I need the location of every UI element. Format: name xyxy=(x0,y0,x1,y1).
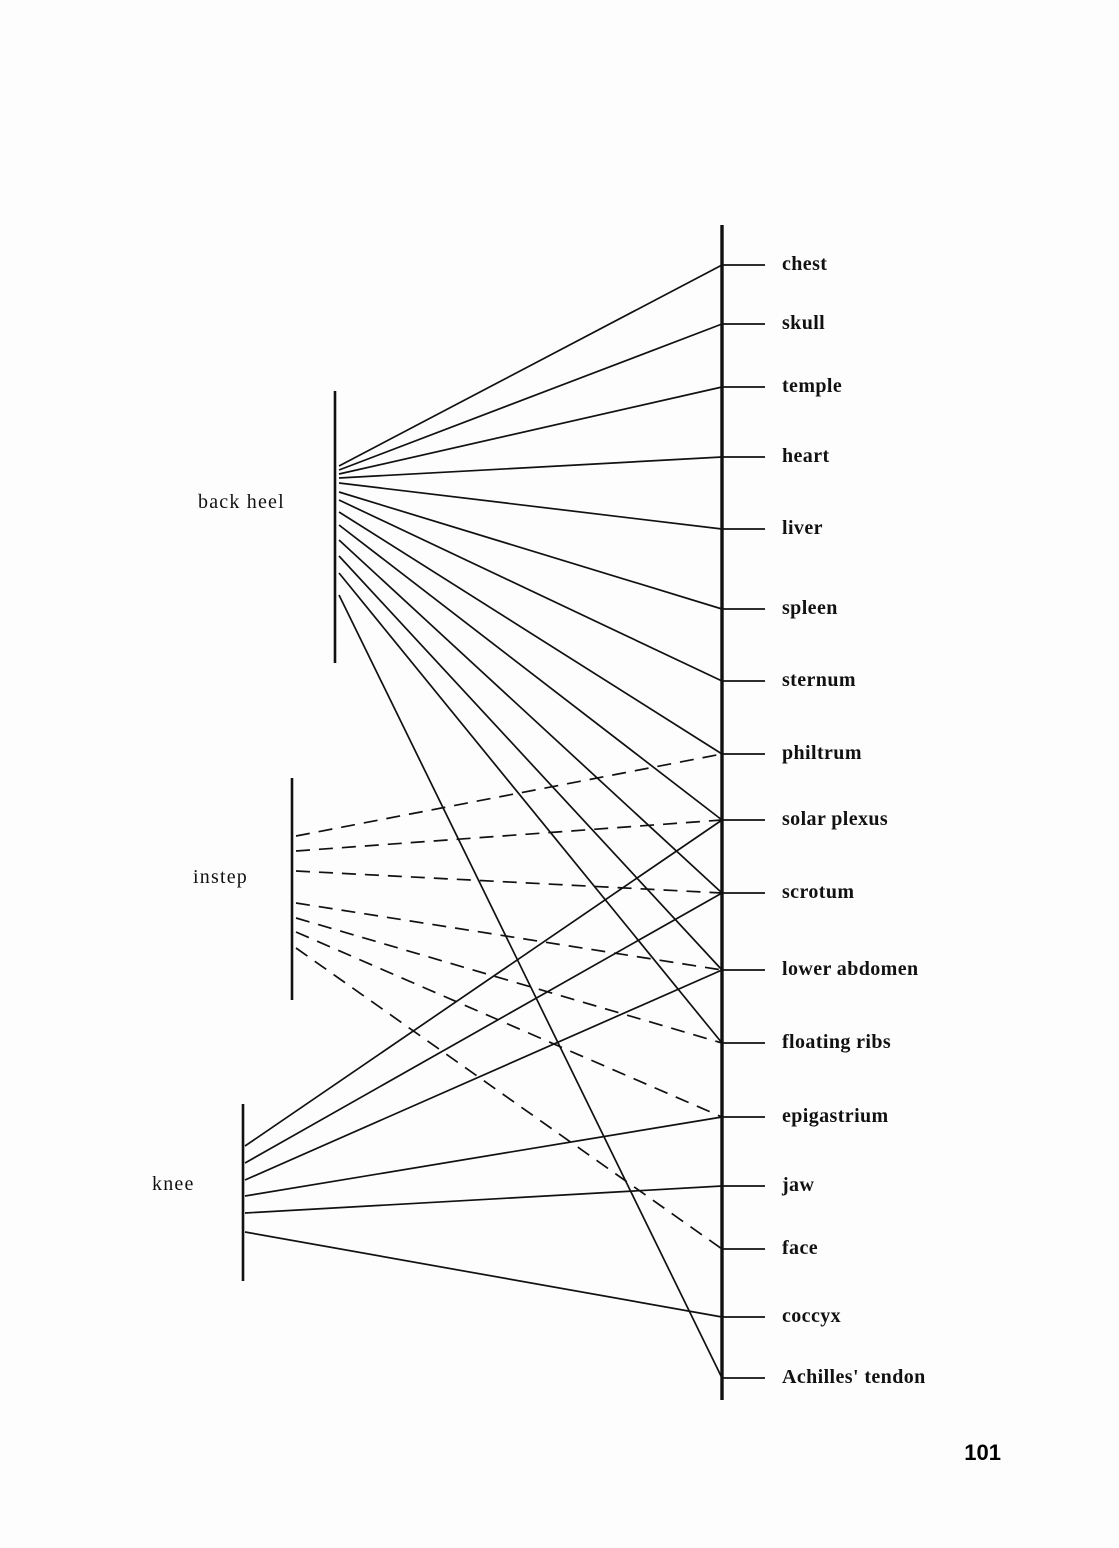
target-ticks xyxy=(722,265,765,1378)
target-label-skull: skull xyxy=(782,312,826,334)
connection-instep-to-solar-plexus xyxy=(296,820,722,851)
connection-instep-to-philtrum xyxy=(296,754,722,836)
target-label-sternum: sternum xyxy=(782,669,856,691)
connection-knee-to-lower-abdomen xyxy=(245,970,722,1180)
page-number: 101 xyxy=(964,1440,1001,1465)
target-label-chest: chest xyxy=(782,253,828,275)
connection-knee-to-scrotum xyxy=(245,893,722,1163)
source-label-instep: instep xyxy=(193,866,248,888)
connection-knee-to-epigastrium xyxy=(245,1117,722,1196)
source-label-knee: knee xyxy=(152,1173,195,1195)
connection-back-heel-to-skull xyxy=(339,324,722,470)
target-label-solar-plexus: solar plexus xyxy=(782,808,889,830)
connection-knee-to-solar-plexus xyxy=(245,820,722,1146)
connection-back-heel-to-liver xyxy=(339,483,722,529)
target-label-spleen: spleen xyxy=(782,597,838,619)
connection-back-heel-to-solar-plexus xyxy=(339,525,722,820)
target-label-lower-abdomen: lower abdomen xyxy=(782,958,919,980)
target-label-coccyx: coccyx xyxy=(782,1305,842,1327)
connection-back-heel-to-spleen xyxy=(339,492,722,609)
target-label-jaw: jaw xyxy=(782,1174,815,1196)
connection-back-heel-to-scrotum xyxy=(339,540,722,893)
connection-instep-to-scrotum xyxy=(296,871,722,893)
connection-knee-to-jaw xyxy=(245,1186,722,1213)
target-label-achilles-tendon: Achilles' tendon xyxy=(782,1366,926,1388)
connection-back-heel-to-chest xyxy=(339,265,722,466)
target-label-liver: liver xyxy=(782,517,823,539)
axis-bars xyxy=(243,225,722,1400)
target-label-epigastrium: epigastrium xyxy=(782,1105,889,1127)
target-label-floating-ribs: floating ribs xyxy=(782,1031,892,1053)
connection-knee-to-coccyx xyxy=(245,1232,722,1317)
target-label-temple: temple xyxy=(782,375,843,397)
target-label-scrotum: scrotum xyxy=(782,881,855,903)
source-label-back-heel: back heel xyxy=(198,491,285,513)
target-label-philtrum: philtrum xyxy=(782,742,862,764)
target-label-face: face xyxy=(782,1237,819,1259)
connection-back-heel-to-philtrum xyxy=(339,512,722,754)
target-label-heart: heart xyxy=(782,445,830,467)
connection-back-heel-to-lower-abdomen xyxy=(339,556,722,970)
connection-back-heel-to-sternum xyxy=(339,500,722,681)
connection-lines xyxy=(245,265,722,1378)
connection-back-heel-to-achilles-tendon xyxy=(339,595,722,1378)
connection-back-heel-to-floating-ribs xyxy=(339,573,722,1043)
